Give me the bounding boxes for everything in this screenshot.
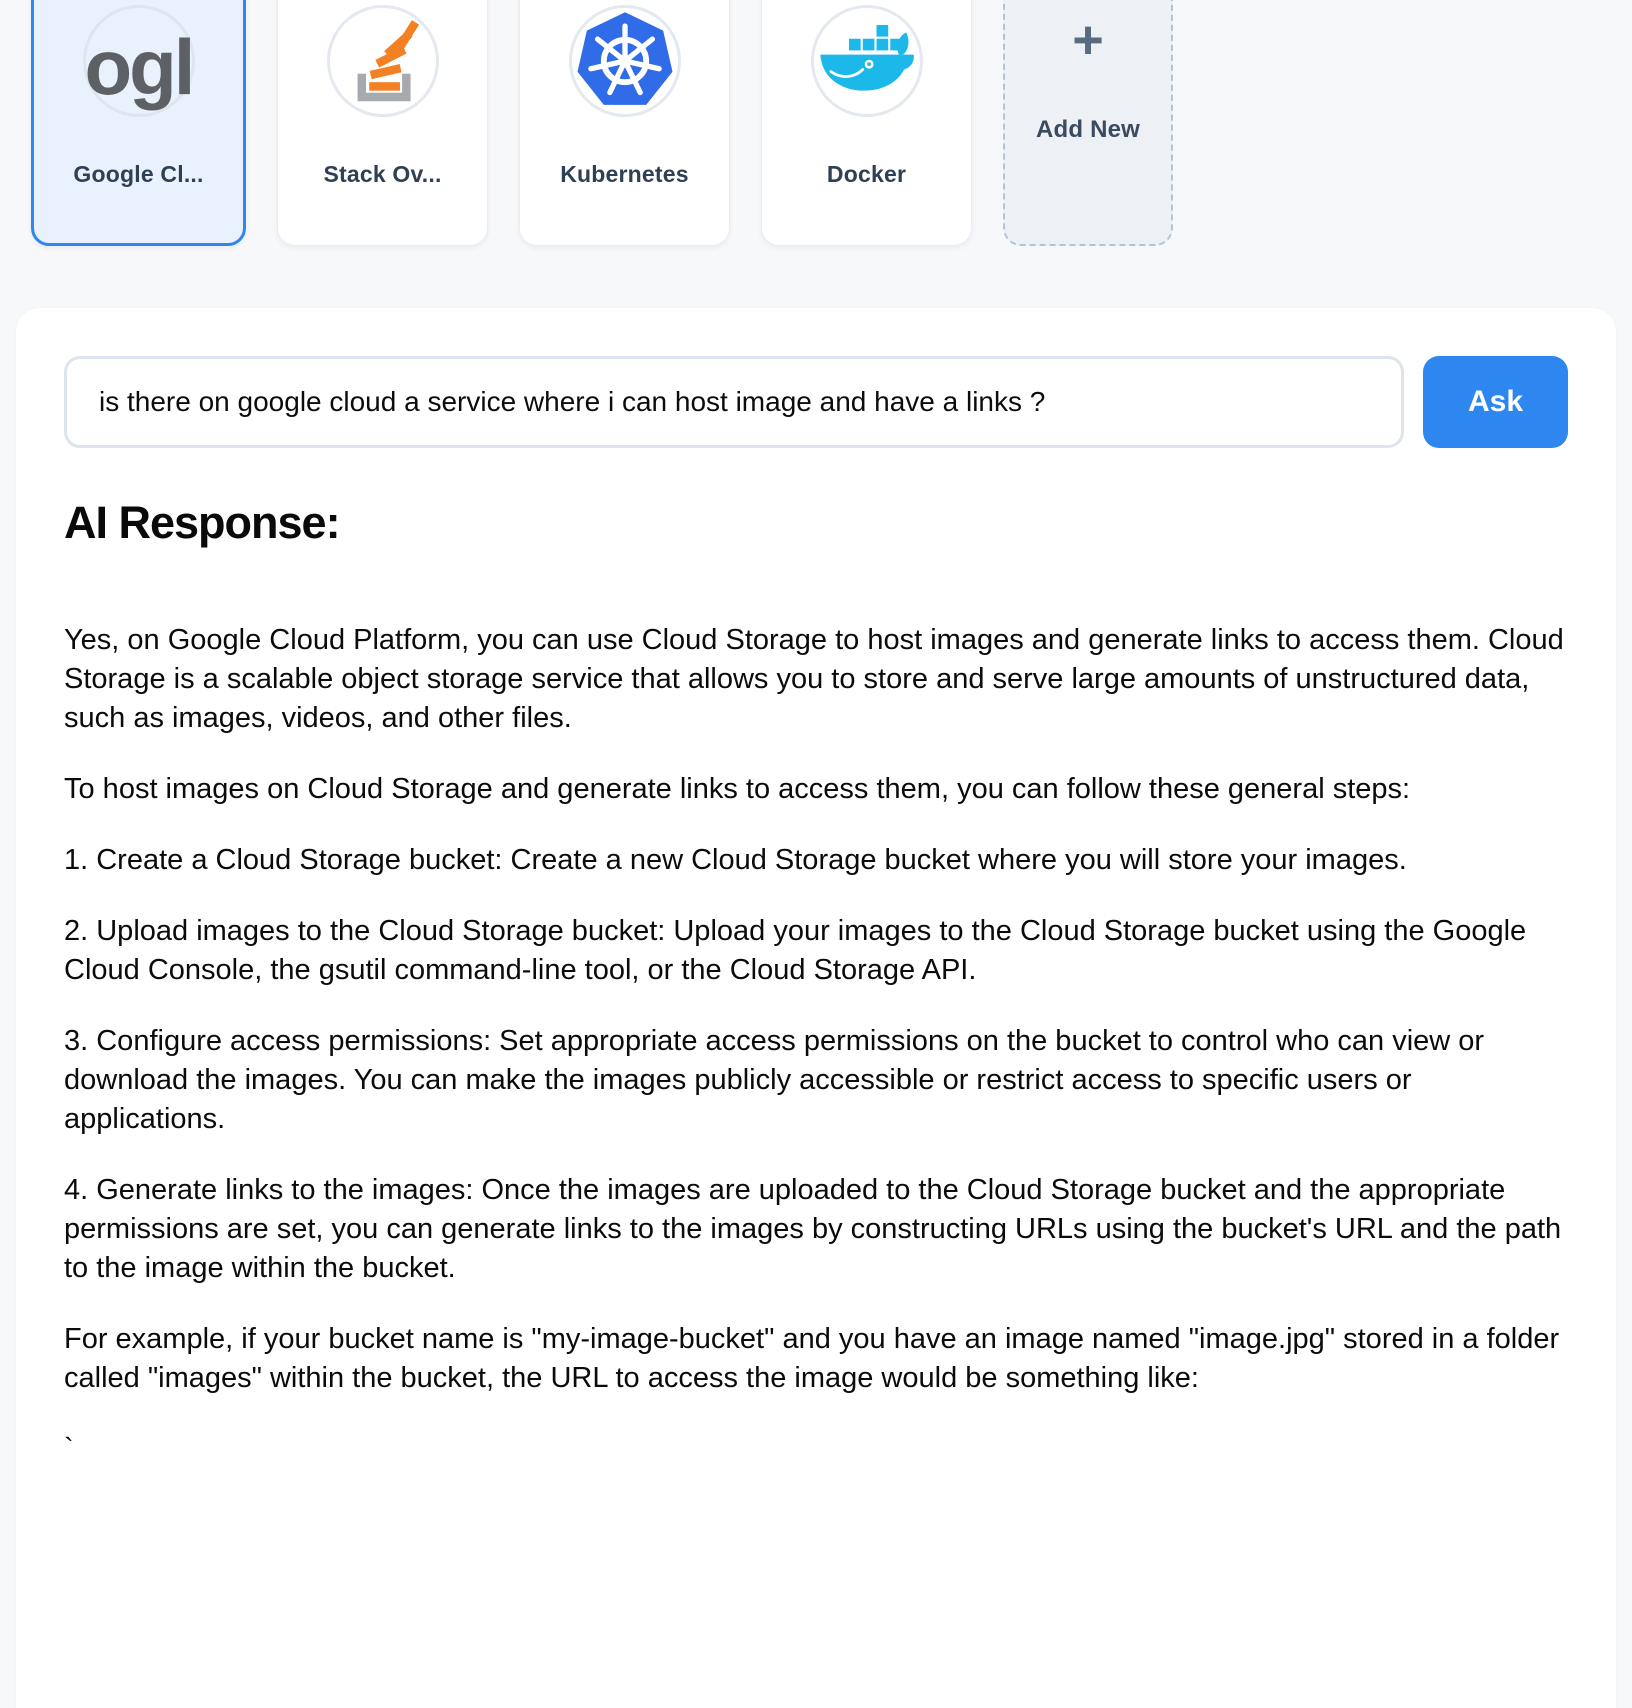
- kubernetes-icon: [569, 5, 681, 117]
- card-label: Docker: [826, 161, 907, 187]
- card-kubernetes[interactable]: [519, 0, 730, 246]
- ask-row: [64, 356, 1568, 448]
- response-paragraph: `: [64, 1433, 74, 1465]
- google-cloud-icon: [83, 5, 195, 117]
- stack-overflow-icon: [327, 5, 439, 117]
- docker-glyph: [814, 8, 920, 114]
- response-paragraph: 3. Configure access permissions: Set appropriate access permissions on the bucket to control who can view or download the images. You can make the images publicly accessible or restrict access to specific users or applications.: [64, 1025, 1485, 1135]
- plus-icon: +: [1072, 10, 1104, 70]
- ai-response-heading: AI Response:: [64, 497, 340, 548]
- card-label: Stack Ov...: [323, 161, 442, 187]
- response-paragraph: 4. Generate links to the images: Once the images are uploaded to the Cloud Storage bucket and the appropriate permissions are set, you can generate links to the images by constructing URLs using the bucket's URL and the path to the image within the bucket.: [64, 1174, 1562, 1284]
- card-google-cloud[interactable]: [31, 0, 246, 246]
- response-paragraph: 1. Create a Cloud Storage bucket: Create a new Cloud Storage bucket where you will store your images.: [64, 844, 1407, 876]
- add-new-label: Add New: [1035, 116, 1141, 143]
- response-paragraph: To host images on Cloud Storage and generate links to access them, you can follow these general steps:: [64, 773, 1411, 805]
- kubernetes-glyph: [572, 8, 678, 114]
- add-new-card[interactable]: [1003, 0, 1173, 246]
- response-paragraph: For example, if your bucket name is "my-image-bucket" and you have an image named "image.jpg" stored in a folder called "images" within the bucket, the URL to access the image would be something like:: [64, 1323, 1560, 1394]
- ai-response-body: [64, 621, 1568, 1469]
- docker-icon: [811, 5, 923, 117]
- stack-overflow-glyph: [330, 8, 436, 114]
- main-panel: [16, 308, 1616, 1708]
- card-stack-overflow[interactable]: [277, 0, 488, 246]
- ask-button[interactable]: Ask: [1423, 356, 1568, 448]
- response-paragraph: 2. Upload images to the Cloud Storage bucket: Upload your images to the Cloud Storage bucket using the Google Cloud Console, the gsutil command-line tool, or the Cloud Storage API.: [64, 915, 1527, 986]
- card-label: Google Cl...: [73, 161, 204, 187]
- question-input[interactable]: [64, 356, 1404, 448]
- google-logo-letters: ogl: [84, 23, 193, 111]
- response-paragraph: Yes, on Google Cloud Platform, you can use Cloud Storage to host images and generate links to access them. Cloud Storage is a scalable object storage service that allows you to store and serve large amounts of unstructured data, such as images, videos, and other files.: [64, 624, 1564, 734]
- provider-cards-row: [0, 0, 1632, 246]
- card-docker[interactable]: [761, 0, 972, 246]
- card-label: Kubernetes: [560, 161, 689, 187]
